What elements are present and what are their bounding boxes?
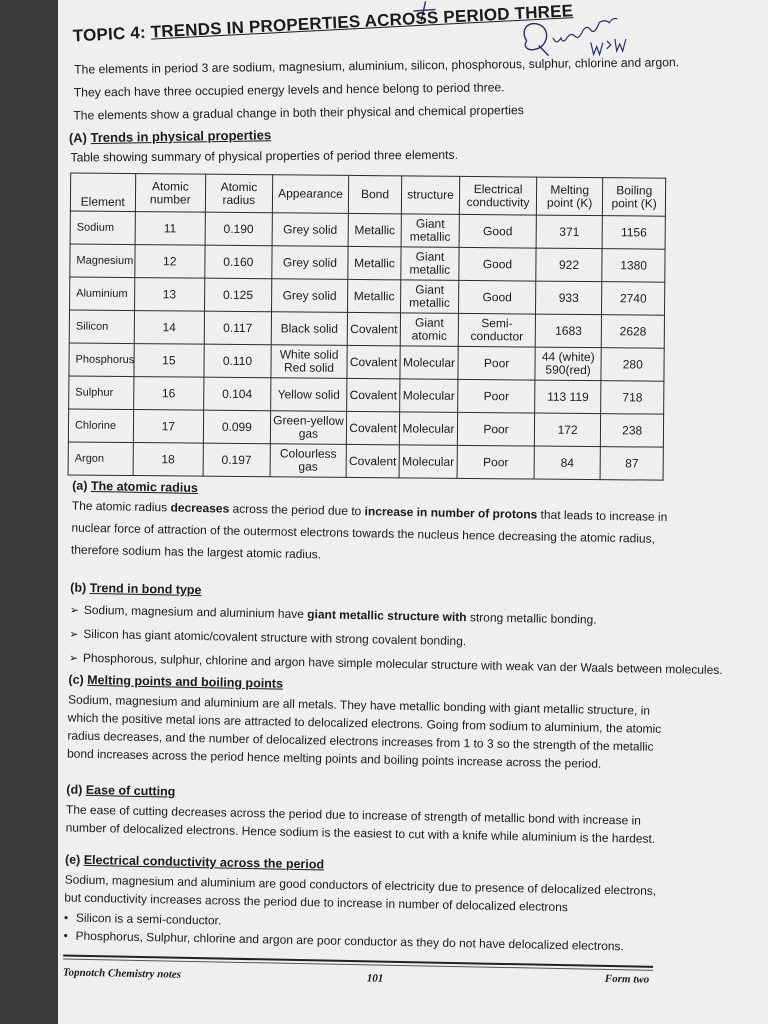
cell-appearance: White solid Red solid — [271, 345, 348, 379]
cell-conductivity: Semi-conductor — [458, 313, 535, 347]
cell-appearance: Grey solid — [272, 213, 349, 247]
arrow-bullet-icon: ➢ — [69, 604, 80, 617]
bond-type-bullet-3 — [69, 651, 723, 678]
intro-line-3: The elements show a gradual change in both their physical and chemical properties — [73, 103, 524, 123]
cell-structure: Giant metallic — [401, 214, 460, 248]
cell-appearance: Yellow solid — [270, 378, 347, 412]
cell-appearance: Colourless gas — [270, 444, 347, 478]
header-appearance: Appearance — [272, 175, 349, 214]
conductivity-heading — [65, 853, 324, 872]
conductivity-title: Electrical conductivity across the period — [83, 852, 325, 872]
table-row — [68, 442, 663, 480]
table-row — [70, 244, 665, 282]
cell-structure: Giant metallic — [400, 280, 459, 314]
cell-atomic-radius: 0.125 — [205, 278, 272, 312]
cell-boiling-point: 2628 — [602, 315, 665, 349]
header-structure: structure — [401, 176, 460, 215]
cell-boiling-point: 238 — [601, 414, 664, 448]
cell-atomic-number: 17 — [133, 410, 204, 444]
cutting-paragraph: The ease of cutting decreases across the period due to increase of strength of metallic bond with increase in number of delocalized electrons. Hence sodium is the easiest to cut with a knife while aluminium is the hardest. — [65, 802, 656, 846]
cell-melting-point: 922 — [536, 248, 603, 282]
cell-atomic-radius: 0.104 — [204, 377, 271, 411]
conductivity-bullet-2 — [63, 929, 624, 954]
table-row — [68, 409, 663, 447]
cell-structure: Molecular — [399, 379, 458, 413]
arrow-bullet-icon: ➢ — [69, 628, 79, 641]
bullet-dot-icon: • — [63, 928, 68, 943]
cell-boiling-point: 718 — [601, 381, 664, 415]
bond-type-bullet-2 — [69, 627, 466, 649]
table-row — [69, 310, 664, 348]
topic-prefix: TOPIC 4: — [72, 22, 152, 46]
melting-prefix: (c) — [68, 672, 88, 687]
bullet-dot-icon: • — [63, 910, 69, 925]
cell-melting-point: 1683 — [535, 314, 602, 348]
cell-bond: Covalent — [347, 345, 400, 378]
cell-melting-point: 113 119 — [534, 380, 601, 414]
cell-boiling-point: 1156 — [602, 216, 665, 250]
cell-element: Argon — [68, 442, 133, 476]
header-atomic-number: Atomic number — [135, 174, 206, 213]
cell-bond: Covalent — [347, 411, 400, 444]
cell-conductivity: Poor — [458, 412, 535, 446]
cell-atomic-radius: 0.110 — [204, 344, 271, 378]
conductivity-bullet-1-text: Silicon is a semi-conductor. — [75, 910, 222, 928]
table-header-row — [70, 173, 665, 216]
cell-melting-point: 933 — [535, 281, 602, 315]
cell-bond: Metallic — [348, 279, 401, 312]
cell-conductivity: Good — [459, 247, 536, 281]
cell-element: Sulphur — [69, 376, 134, 410]
cell-appearance: Grey solid — [271, 279, 348, 313]
cell-bond: Covalent — [347, 378, 400, 411]
conductivity-prefix: (e) — [64, 852, 84, 867]
header-melting-point: Melting point (K) — [536, 177, 603, 216]
cell-bond: Metallic — [348, 246, 401, 279]
cell-atomic-number: 18 — [133, 443, 204, 477]
cell-conductivity: Poor — [457, 445, 534, 479]
cell-structure: Molecular — [399, 412, 458, 446]
conductivity-bullet-1 — [64, 911, 222, 928]
melting-heading — [68, 673, 283, 691]
melting-title: Melting points and boiling points — [87, 672, 284, 691]
intro-line-1: The elements in period 3 are sodium, magnesium, aluminium, silicon, phosphorous, sulphur, chlorine and argon. — [74, 55, 680, 77]
table-row — [69, 376, 664, 414]
melting-paragraph: Sodium, magnesium and aluminium are all metals. They have metallic bonding with giant metallic structure, in which the positive metal ions are attracted to delocalized electrons. Going from sodium to aluminium, the atomic radius decreases, and the number of delocalized electrons increases from 1 to 3 so the strength of the metallic bond increases across the period hence melting points and boiling points increase across the period. — [66, 692, 662, 771]
cell-structure: Giant metallic — [401, 247, 460, 281]
cutting-title: Ease of cutting — [85, 782, 176, 799]
cell-atomic-number: 11 — [135, 212, 206, 246]
conductivity-paragraph: Sodium, magnesium and aluminium are good conductors of electricity due to presence of delocalized electrons, but conductivity increases across the period due to increase in number of delocalized electrons — [64, 872, 657, 915]
section-a-heading — [69, 127, 272, 145]
cell-bond: Metallic — [348, 213, 401, 246]
cell-conductivity: Good — [459, 214, 536, 248]
cutting-prefix: (d) — [66, 782, 86, 797]
conductivity-bullet-2-text: Phosphorus, Sulphur, chlorine and argon are poor conductor as they do not have delocalized electrons. — [75, 928, 624, 954]
bond-type-prefix: (b) — [70, 580, 90, 595]
table-caption: Table showing summary of physical properties of period three elements. — [70, 147, 459, 165]
cell-atomic-radius: 0.117 — [204, 311, 271, 345]
header-bond: Bond — [349, 175, 402, 213]
header-element: Element — [70, 173, 135, 212]
atomic-radius-heading — [72, 479, 198, 495]
cell-element: Sodium — [70, 211, 135, 245]
atomic-radius-text-1: The atomic radius — [71, 498, 171, 515]
cell-melting-point: 84 — [534, 446, 601, 480]
atomic-radius-text-3: that leads to increase in nuclear force of attraction of the outermost electrons towards the nucleus hence decreasing the atomic radius, therefore sodium has the largest atomic radius. — [70, 507, 668, 562]
cell-boiling-point: 280 — [601, 348, 664, 382]
arrow-bullet-icon: ➢ — [68, 652, 79, 665]
cell-atomic-radius: 0.197 — [203, 443, 270, 477]
cell-atomic-radius: 0.190 — [205, 212, 272, 246]
atomic-radius-bold-2: increase in number of protons — [364, 504, 538, 522]
table-row — [70, 277, 665, 315]
section-a-title: Trends in physical properties — [90, 127, 272, 146]
topic-main-title: TRENDS IN PROPERTIES ACROSS PERIOD THREE — [150, 1, 574, 42]
properties-table — [68, 172, 667, 480]
cell-appearance: Black solid — [271, 312, 348, 346]
cell-boiling-point: 1380 — [602, 249, 665, 283]
intro-line-2: They each have three occupied energy levels and hence belong to period three. — [73, 80, 505, 100]
cell-appearance: Grey solid — [271, 246, 348, 280]
bond-type-bullet-1 — [70, 603, 597, 627]
cell-atomic-number: 16 — [133, 377, 204, 411]
cell-atomic-number: 13 — [134, 278, 205, 312]
cell-atomic-number: 12 — [134, 245, 205, 279]
cell-bond: Covalent — [346, 444, 399, 477]
bond-type-bullet-1-post: strong metallic bonding. — [466, 610, 597, 627]
cell-atomic-number: 15 — [133, 344, 204, 378]
bond-type-bullet-2-text: Silicon has giant atomic/covalent structure with strong covalent bonding. — [83, 626, 467, 649]
cell-bond: Covalent — [348, 312, 401, 345]
cell-element: Chlorine — [68, 409, 133, 443]
cell-conductivity: Poor — [458, 379, 535, 413]
bond-type-bullet-1-pre: Sodium, magnesium and aluminium have — [83, 602, 308, 622]
cell-melting-point: 44 (white) 590(red) — [535, 347, 602, 381]
cell-melting-point: 172 — [534, 413, 601, 447]
handwritten-q-letter — [524, 23, 549, 55]
page-number: 101 — [366, 972, 384, 985]
section-a-prefix: (A) — [68, 130, 91, 146]
cell-melting-point: 371 — [536, 215, 603, 249]
cell-atomic-radius: 0.099 — [203, 410, 270, 444]
cell-boiling-point: 87 — [600, 447, 663, 481]
cell-appearance: Green-yellow gas — [270, 411, 347, 445]
cell-element: Silicon — [69, 310, 134, 344]
footer-left: Topnotch Chemistry notes — [62, 966, 182, 981]
atomic-radius-bold-1: decreases — [170, 500, 230, 516]
atomic-radius-text-2: across the period due to — [229, 501, 365, 519]
page-sheet — [58, 0, 768, 1024]
atomic-radius-prefix: (a) — [72, 478, 92, 493]
cell-conductivity: Good — [459, 280, 536, 314]
cell-element: Aluminium — [70, 277, 135, 311]
bond-type-heading — [70, 581, 201, 598]
header-boiling-point: Boiling point (K) — [603, 178, 666, 217]
bond-type-title: Trend in bond type — [89, 580, 202, 598]
cell-structure: Giant atomic — [400, 313, 459, 347]
bond-type-bullet-1-bold: giant metallic structure with — [307, 607, 467, 625]
document-page — [58, 0, 768, 1024]
atomic-radius-title: The atomic radius — [90, 478, 199, 496]
cell-atomic-number: 14 — [134, 311, 205, 345]
table-row — [69, 343, 664, 381]
cell-structure: Molecular — [400, 346, 459, 380]
header-electrical-conductivity: Electrical conductivity — [460, 176, 537, 215]
bond-type-bullet-3-text: Phosphorous, sulphur, chlorine and argon have simple molecular structure with weak van der Waals between molecules. — [82, 650, 723, 678]
cell-atomic-radius: 0.160 — [205, 245, 272, 279]
cutting-heading — [66, 783, 175, 799]
cell-element: Phosphorus — [69, 343, 134, 377]
table-row — [70, 211, 665, 249]
cell-structure: Molecular — [399, 445, 458, 479]
atomic-radius-paragraph — [71, 495, 670, 572]
footer-right: Form two — [604, 972, 650, 986]
handwritten-word-hw — [591, 38, 626, 55]
cell-element: Magnesium — [70, 244, 135, 278]
cell-conductivity: Poor — [458, 346, 535, 380]
header-atomic-radius: Atomic radius — [205, 174, 272, 213]
cell-boiling-point: 2740 — [602, 282, 665, 316]
